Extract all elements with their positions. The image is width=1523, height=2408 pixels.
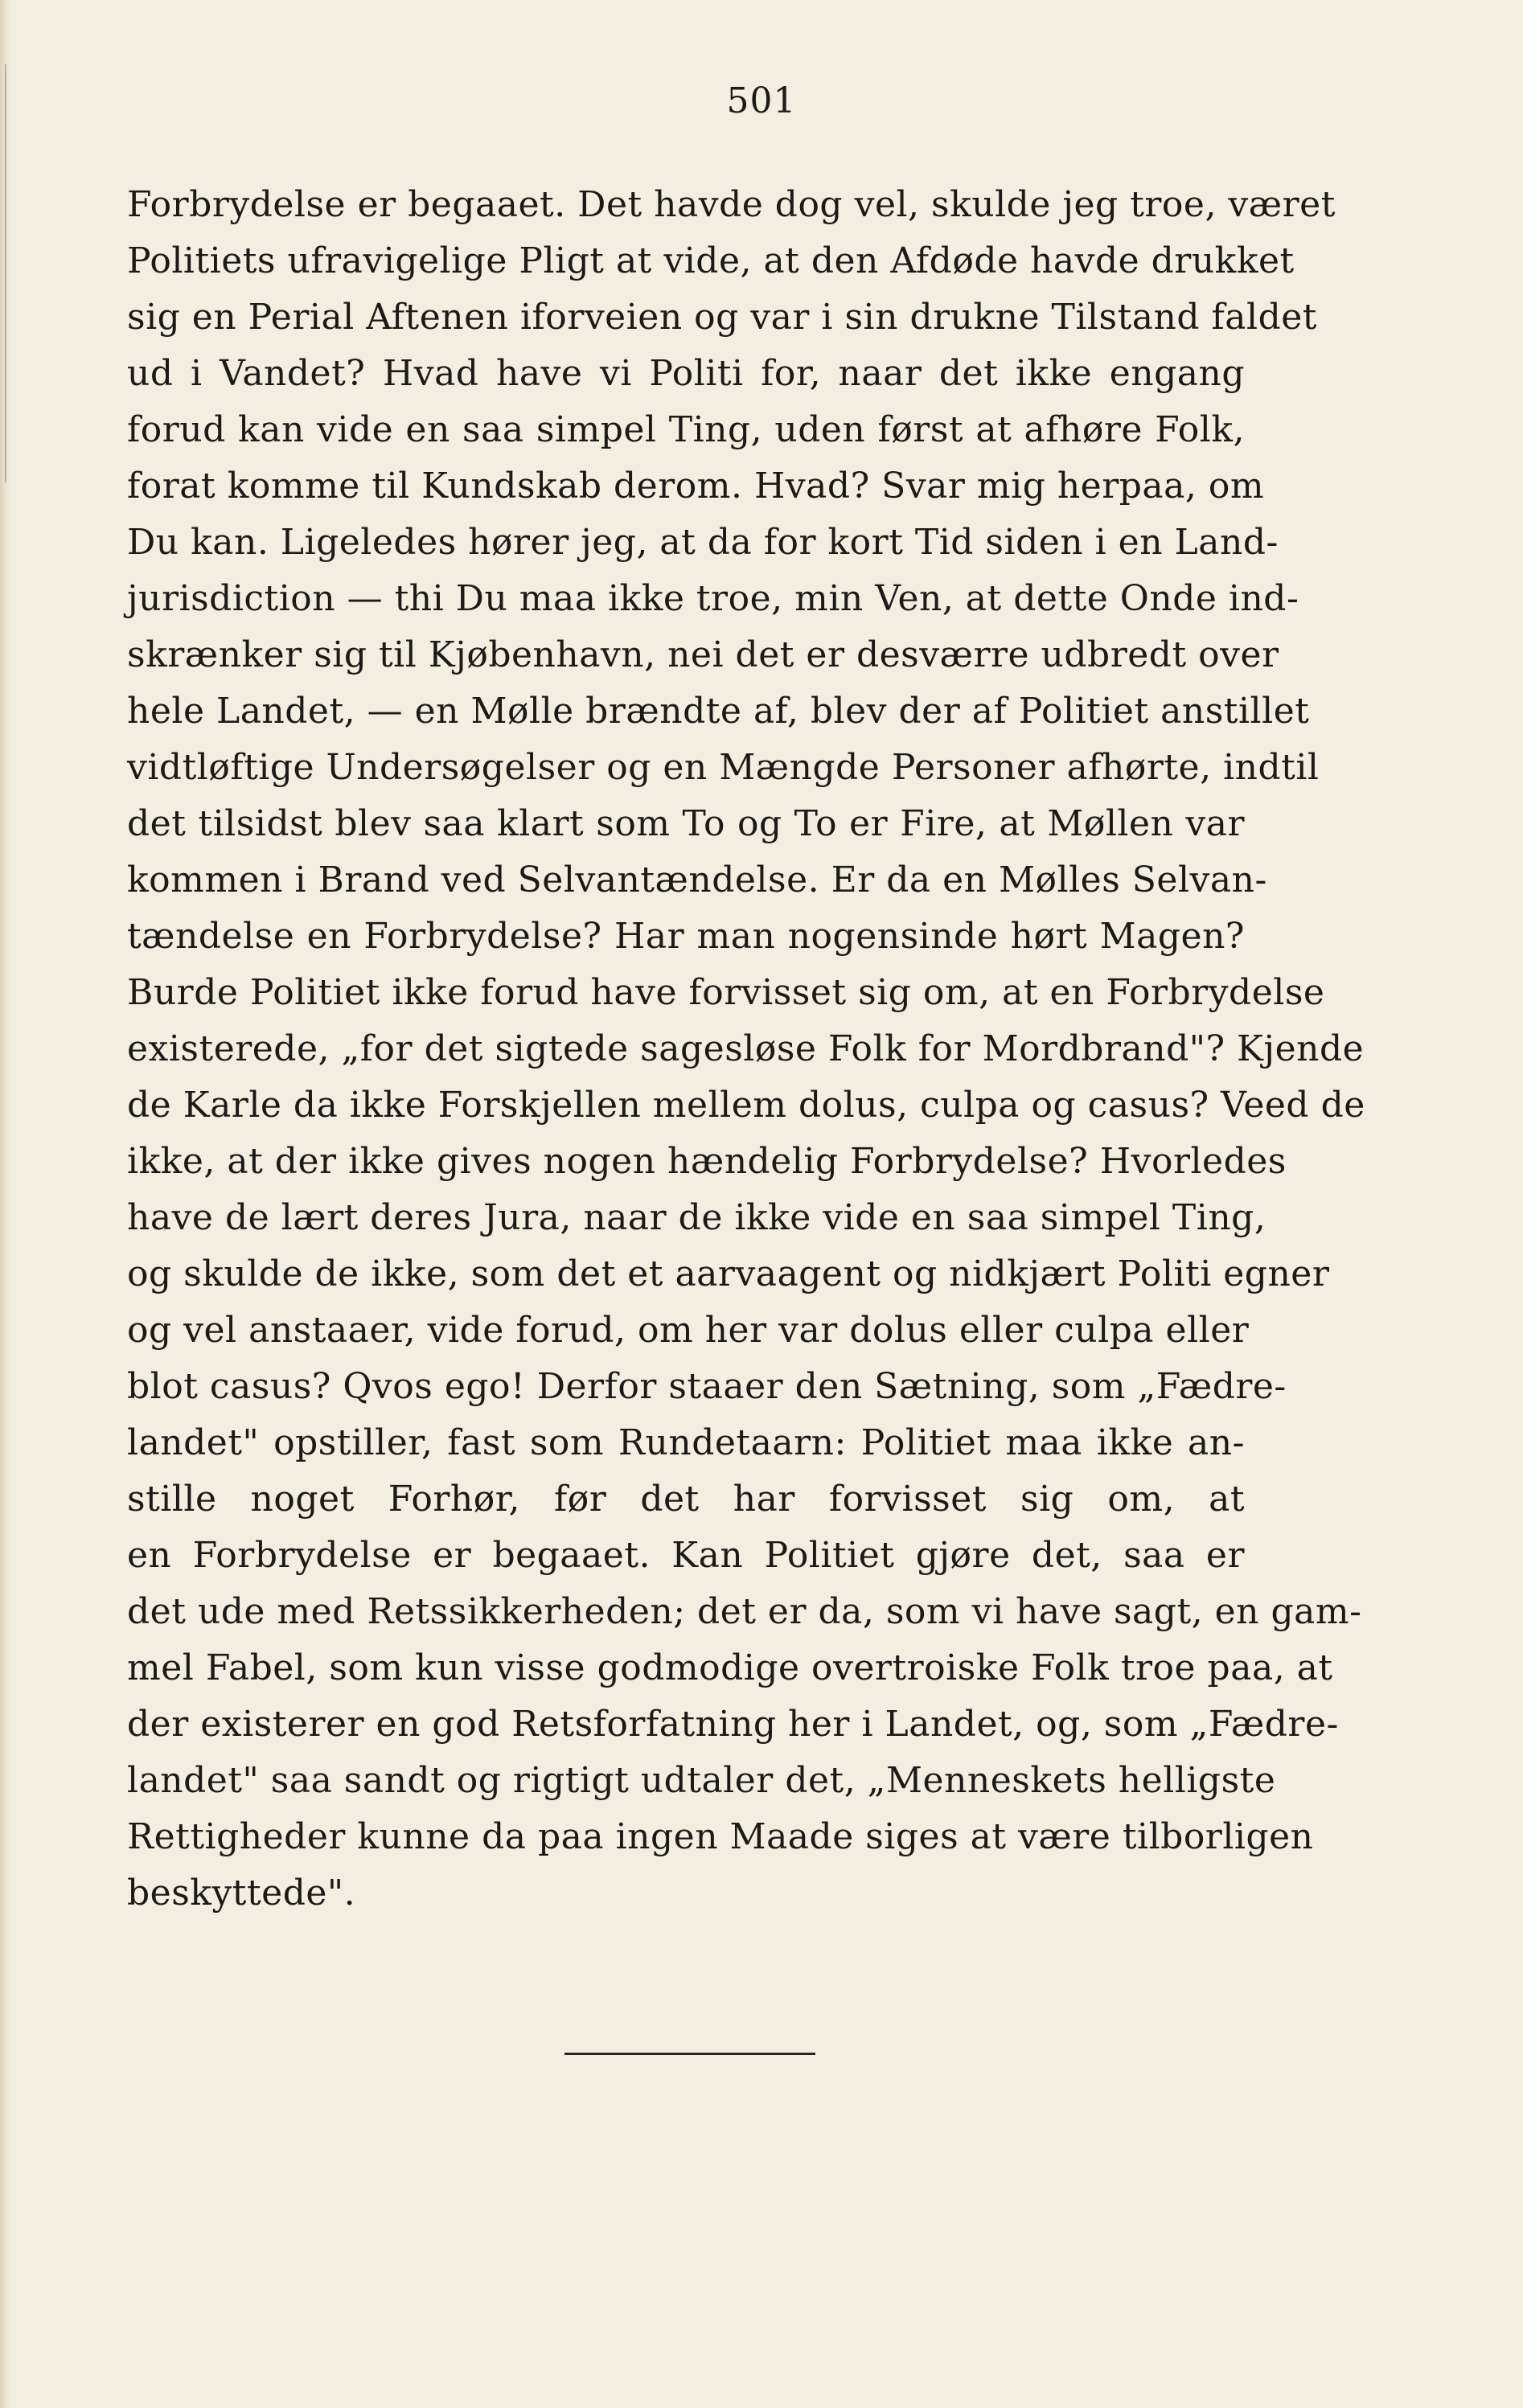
text-line: Forbrydelse er begaaet. Det havde dog vel, skulde jeg troe, været (127, 184, 1336, 225)
text-line: ikke, at der ikke gives nogen hændelig Forbrydelse? Hvorledes (127, 1141, 1287, 1182)
page-edge-shadow (5, 64, 6, 482)
text-line: ud i Vandet? Hvad have vi Politi for, naar det ikke engang (127, 353, 1245, 394)
text-line: sig en Perial Aftenen iforveien og var i sin drukne Tilstand faldet (127, 297, 1317, 338)
text-line: have de lært deres Jura, naar de ikke vide en saa simpel Ting, (127, 1197, 1266, 1238)
body-text (127, 177, 1365, 1922)
text-line: landet" saa sandt og rigtigt udtaler det, „Menneskets helligste (127, 1760, 1276, 1801)
text-line: existerede, „for det sigtede sagesløse Folk for Mordbrand"? Kjende (127, 1028, 1365, 1069)
text-line: og skulde de ikke, som det et aarvaagent og nidkjært Politi egner (127, 1253, 1330, 1294)
text-line: en Forbrydelse er begaaet. Kan Politiet gjøre det, saa er (127, 1535, 1245, 1576)
text-line: beskyttede". (127, 1873, 356, 1914)
text-line: mel Fabel, som kun visse godmodige overtroiske Folk troe paa, at (127, 1647, 1333, 1688)
text-line: blot casus? Qvos ego! Derfor staaer den Sætning, som „Fædre- (127, 1366, 1287, 1407)
text-line: jurisdiction — thi Du maa ikke troe, min Ven, at dette Onde ind- (127, 578, 1299, 619)
text-line: Burde Politiet ikke forud have forvisset sig om, at en Forbrydelse (127, 972, 1325, 1013)
text-line: kommen i Brand ved Selvantændelse. Er da en Mølles Selvan- (127, 859, 1267, 900)
text-line: forud kan vide en saa simpel Ting, uden først at afhøre Folk, (127, 409, 1245, 450)
text-line: landet" opstiller, fast som Rundetaarn: Politiet maa ikke an- (127, 1422, 1245, 1463)
text-line: Politiets ufravigelige Pligt at vide, at den Afdøde havde drukket (127, 240, 1295, 281)
text-line: der existerer en god Retsforfatning her i Landet, og, som „Fædre- (127, 1704, 1339, 1745)
text-line: det ude med Retssikkerheden; det er da, som vi have sagt, en gam- (127, 1591, 1362, 1632)
text-line: hele Landet, — en Mølle brændte af, blev der af Politiet anstillet (127, 691, 1310, 732)
text-line: de Karle da ikke Forskjellen mellem dolus, culpa og casus? Veed de (127, 1085, 1365, 1126)
text-line: tændelse en Forbrydelse? Har man nogensinde hørt Magen? (127, 916, 1245, 957)
section-divider (564, 2053, 815, 2055)
text-line: forat komme til Kundskab derom. Hvad? Svar mig herpaa, om (127, 466, 1265, 507)
text-line: vidtløftige Undersøgelser og en Mængde Personer afhørte, indtil (127, 747, 1320, 788)
text-line: stille noget Forhør, før det har forvisset sig om, at (127, 1479, 1245, 1520)
text-line: det tilsidst blev saa klart som To og To er Fire, at Møllen var (127, 803, 1245, 844)
text-line: Rettigheder kunne da paa ingen Maade siges at være tilborligen (127, 1816, 1314, 1857)
page-number: 501 (726, 80, 797, 121)
text-line: Du kan. Ligeledes hører jeg, at da for kort Tid siden i en Land- (127, 522, 1279, 563)
page-edge (0, 0, 10, 2408)
text-line: skrænker sig til Kjøbenhavn, nei det er desværre udbredt over (127, 634, 1279, 675)
text-line: og vel anstaaer, vide forud, om her var dolus eller culpa eller (127, 1310, 1250, 1351)
